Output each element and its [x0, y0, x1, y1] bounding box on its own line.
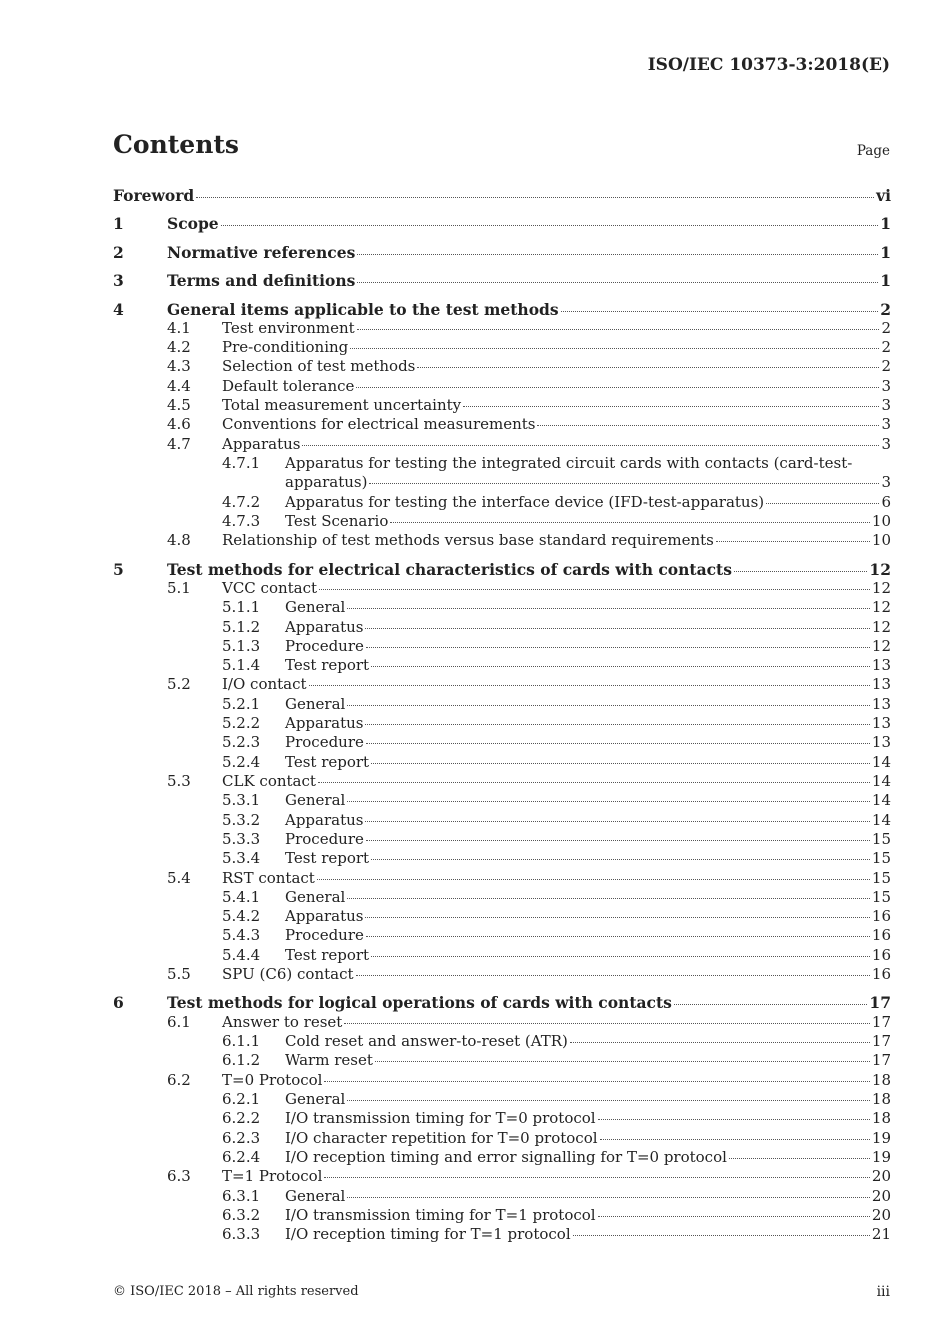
toc-entry[interactable]	[113, 598, 891, 617]
toc-entry-page: 16	[871, 946, 891, 964]
toc-entry-title: VCC contact	[222, 579, 318, 597]
toc-entry-page: 3	[881, 415, 891, 433]
toc-entry-title: SPU (C6) contact	[222, 965, 354, 983]
toc-entry-number: 6.2.1	[222, 1090, 261, 1108]
toc-entry-title: Test report	[285, 946, 370, 964]
toc-entry-page: 19	[871, 1129, 891, 1147]
toc-entry[interactable]	[113, 243, 891, 262]
toc-entry[interactable]	[113, 733, 891, 752]
toc-entry-title: Normative references	[167, 243, 356, 262]
toc-entry-title: Test environment	[222, 319, 355, 337]
toc-entry-page: 17	[871, 1051, 891, 1069]
toc-entry-title: I/O transmission timing for T=1 protocol	[285, 1206, 596, 1224]
toc-entry-page: 6	[881, 493, 891, 511]
toc-entry-title: Procedure	[285, 733, 364, 751]
dot-leader	[371, 751, 870, 764]
toc-entry-title: RST contact	[222, 869, 315, 887]
dot-leader	[318, 770, 870, 783]
toc-entry-number: 4.5	[167, 396, 191, 414]
toc-entry-title: I/O reception timing and error signalling for T=0 protocol	[285, 1148, 727, 1166]
toc-entry-page: 1	[880, 271, 891, 290]
toc-entry-number: 5.4.3	[222, 926, 261, 944]
toc-entry-number: 1	[113, 214, 124, 233]
toc-entry-page: 13	[871, 733, 891, 751]
dot-leader	[570, 1030, 870, 1043]
toc-entry-number: 4.4	[167, 377, 191, 395]
dot-leader	[371, 654, 870, 667]
toc-entry[interactable]	[113, 531, 891, 550]
toc-entry-page: 15	[871, 849, 891, 867]
toc-entry-number: 5.1	[167, 579, 191, 597]
toc-entry-number: 4.7.3	[222, 512, 261, 530]
toc-entry-title: Selection of test methods	[222, 357, 416, 375]
toc-entry-number: 4.2	[167, 338, 191, 356]
toc-entry-number: 6.1.2	[222, 1051, 261, 1069]
toc-entry-title: General	[285, 888, 346, 906]
toc-entry-page: 1	[880, 243, 891, 262]
toc-entry-title: CLK contact	[222, 772, 316, 790]
toc-entry-page: 13	[871, 714, 891, 732]
page-title: Contents	[113, 130, 240, 159]
toc-entry-title: Scope	[167, 214, 219, 233]
toc-entry-page: 14	[871, 811, 891, 829]
dot-leader	[598, 1107, 870, 1120]
dot-leader	[221, 213, 879, 226]
toc-entry-title: Apparatus for testing the interface device (IFD-test-apparatus)	[285, 493, 765, 511]
toc-entry-page: 15	[871, 830, 891, 848]
toc-entry-number: 6.2.2	[222, 1109, 261, 1127]
toc-entry-title: Foreword	[113, 186, 195, 205]
toc-entry-page: 13	[871, 675, 891, 693]
toc-entry-title: Default tolerance	[222, 377, 355, 395]
dot-leader	[463, 394, 879, 407]
toc-entry-number: 6.3.1	[222, 1187, 261, 1205]
toc-entry-number: 5.1.1	[222, 598, 261, 616]
toc-entry-number: 5.2.4	[222, 753, 261, 771]
toc-entry-number: 5.4.1	[222, 888, 261, 906]
toc-entry-number: 6.3	[167, 1167, 191, 1185]
dot-leader	[365, 905, 869, 918]
toc-entry-page: 3	[881, 435, 891, 453]
toc-entry-title: Test report	[285, 753, 370, 771]
toc-entry-page: 20	[871, 1206, 891, 1224]
toc-entry-title: apparatus)	[285, 473, 368, 491]
toc-entry-page: 20	[871, 1187, 891, 1205]
toc-entry[interactable]	[113, 675, 891, 694]
toc-entry-page: 12	[871, 618, 891, 636]
dot-leader	[317, 867, 870, 880]
dot-leader	[366, 924, 870, 937]
toc-entry-page: 14	[871, 791, 891, 809]
dot-leader	[598, 1204, 870, 1217]
toc-entry-page: 15	[871, 888, 891, 906]
dot-leader	[674, 992, 868, 1005]
toc-entry-title: Total measurement uncertainty	[222, 396, 462, 414]
toc-entry[interactable]	[113, 435, 891, 454]
toc-entry[interactable]	[113, 1225, 891, 1244]
dot-leader	[347, 886, 870, 899]
toc-entry-number: 5.5	[167, 965, 191, 983]
toc-entry-number: 6.3.2	[222, 1206, 261, 1224]
toc-entry-number: 5.3.3	[222, 830, 261, 848]
toc-entry-title: I/O transmission timing for T=0 protocol	[285, 1109, 596, 1127]
toc-entry[interactable]	[113, 965, 891, 984]
toc-entry[interactable]	[113, 415, 891, 434]
toc-entry-title: I/O character repetition for T=0 protocol	[285, 1129, 598, 1147]
toc-entry-number: 6.1	[167, 1013, 191, 1031]
dot-leader	[347, 1088, 870, 1101]
dot-leader	[309, 673, 870, 686]
toc-entry-number: 6.2.3	[222, 1129, 261, 1147]
dot-leader	[357, 317, 880, 330]
toc-entry-title: Apparatus for testing the integrated circuit cards with contacts (card-test-	[285, 454, 853, 472]
toc-entry-title: T=1 Protocol	[222, 1167, 323, 1185]
dot-leader	[324, 1069, 869, 1082]
toc-entry[interactable]	[113, 849, 891, 868]
toc-entry-page: 14	[871, 753, 891, 771]
dot-leader	[324, 1165, 869, 1178]
dot-leader	[366, 731, 870, 744]
toc-entry-number: 5.3	[167, 772, 191, 790]
toc-entry-page: 18	[871, 1090, 891, 1108]
toc-entry-title: Test methods for electrical characteristics of cards with contacts	[167, 560, 732, 579]
toc-entry-number: 4.1	[167, 319, 191, 337]
toc-entry-page: 15	[871, 869, 891, 887]
toc-entry-page: 18	[871, 1109, 891, 1127]
toc-entry-number: 5.1.4	[222, 656, 261, 674]
dot-leader	[319, 577, 870, 590]
toc-entry[interactable]	[113, 186, 891, 205]
toc-entry-page: 10	[871, 531, 891, 549]
toc-entry-title: I/O reception timing for T=1 protocol	[285, 1225, 571, 1243]
toc-entry-number: 3	[113, 271, 124, 290]
toc-entry-number: 5.4.4	[222, 946, 261, 964]
toc-entry[interactable]	[113, 1051, 891, 1070]
toc-entry[interactable]	[113, 926, 891, 945]
toc-entry-page: 17	[869, 993, 891, 1012]
toc-entry-page: 10	[871, 512, 891, 530]
toc-entry-title: Procedure	[285, 830, 364, 848]
toc-entry-page: 16	[871, 907, 891, 925]
toc-entry[interactable]	[113, 357, 891, 376]
dot-leader	[766, 491, 879, 504]
toc-entry-number: 5	[113, 560, 124, 579]
toc-entry-title: Terms and definitions	[167, 271, 356, 290]
dot-leader	[375, 1049, 870, 1062]
toc-entry-number: 4.8	[167, 531, 191, 549]
dot-leader	[356, 375, 879, 388]
page-column-label: Page	[856, 143, 890, 159]
toc-entry-number: 5.2	[167, 675, 191, 693]
toc-entry-page: 19	[871, 1148, 891, 1166]
toc-entry-number: 4.7.1	[222, 454, 261, 472]
toc-entry-number: 5.2.2	[222, 714, 261, 732]
copyright-notice: © ISO/IEC 2018 – All rights reserved	[113, 1284, 359, 1299]
toc-entry[interactable]	[113, 1109, 891, 1128]
toc-entry-number: 6.2.4	[222, 1148, 261, 1166]
toc-entry-number: 4.7.2	[222, 493, 261, 511]
toc-entry-page: 17	[871, 1032, 891, 1050]
dot-leader	[365, 616, 869, 629]
toc-entry-title: General	[285, 695, 346, 713]
toc-entry-number: 6.2	[167, 1071, 191, 1089]
dot-leader	[356, 963, 870, 976]
toc-entry-title: Warm reset	[285, 1051, 373, 1069]
dot-leader	[573, 1223, 870, 1236]
dot-leader	[366, 635, 870, 648]
dot-leader	[417, 355, 879, 368]
dot-leader	[344, 1011, 870, 1024]
toc-entry-title: Pre-conditioning	[222, 338, 349, 356]
toc-entry-title: T=0 Protocol	[222, 1071, 323, 1089]
toc-entry-number: 5.3.2	[222, 811, 261, 829]
toc-entry-page: 12	[871, 637, 891, 655]
toc-entry[interactable]	[113, 791, 891, 810]
toc-entry-number: 6.3.3	[222, 1225, 261, 1243]
toc-entry-title: General	[285, 1187, 346, 1205]
toc-entry-page: 3	[881, 377, 891, 395]
toc-entry-page: 2	[881, 338, 891, 356]
toc-entry-title: Test report	[285, 656, 370, 674]
toc-entry-number: 5.1.3	[222, 637, 261, 655]
toc-entry-page: 1	[880, 214, 891, 233]
toc-entry-page: 20	[871, 1167, 891, 1185]
toc-entry-title: Cold reset and answer-to-reset (ATR)	[285, 1032, 568, 1050]
dot-leader	[302, 433, 879, 446]
toc-entry-title: Procedure	[285, 926, 364, 944]
toc-entry-page: 14	[871, 772, 891, 790]
toc-entry-number: 5.4.2	[222, 907, 261, 925]
dot-leader	[365, 712, 869, 725]
toc-entry-page: 17	[871, 1013, 891, 1031]
dot-leader	[350, 336, 879, 349]
toc-entry-page: 13	[871, 656, 891, 674]
toc-entry[interactable]	[113, 993, 891, 1012]
toc-entry-page: 18	[871, 1071, 891, 1089]
toc-entry-number: 4.6	[167, 415, 191, 433]
toc-entry-number: 5.1.2	[222, 618, 261, 636]
toc-entry[interactable]	[113, 214, 891, 233]
dot-leader	[600, 1127, 870, 1140]
toc-entry-title: Conventions for electrical measurements	[222, 415, 536, 433]
toc-entry-title: Apparatus	[285, 714, 364, 732]
toc-entry-number: 5.3.1	[222, 791, 261, 809]
dot-leader	[561, 299, 879, 312]
toc-entry-title: Test Scenario	[285, 512, 389, 530]
toc-entry-page: 2	[881, 357, 891, 375]
toc-entry-number: 2	[113, 243, 124, 262]
toc-entry-page: 12	[871, 579, 891, 597]
toc-entry-number: 5.3.4	[222, 849, 261, 867]
document-id: ISO/IEC 10373-3:2018(E)	[647, 55, 890, 75]
dot-leader	[371, 944, 870, 957]
dot-leader	[365, 809, 869, 822]
dot-leader	[357, 242, 878, 255]
dot-leader	[716, 529, 870, 542]
toc-entry-title: Apparatus	[285, 811, 364, 829]
dot-leader	[390, 510, 870, 523]
toc-entry-title: Procedure	[285, 637, 364, 655]
dot-leader	[347, 693, 870, 706]
toc-entry-page: 2	[880, 300, 891, 319]
dot-leader	[729, 1146, 870, 1159]
toc-entry[interactable]	[113, 1167, 891, 1186]
toc-entry-page: 12	[869, 560, 891, 579]
dot-leader	[347, 1185, 870, 1198]
toc-entry-number: 5.4	[167, 869, 191, 887]
toc-entry-number: 5.2.1	[222, 695, 261, 713]
toc-entry[interactable]	[113, 271, 891, 290]
dot-leader	[537, 413, 879, 426]
toc-entry-number: 4	[113, 300, 124, 319]
page-number: iii	[876, 1284, 890, 1300]
dot-leader	[196, 185, 874, 198]
toc-entry-number: 4.7	[167, 435, 191, 453]
toc-entry-number: 5.2.3	[222, 733, 261, 751]
dot-leader	[734, 559, 867, 572]
toc-entry-title: Relationship of test methods versus base standard requirements	[222, 531, 714, 549]
toc-entry-page: 21	[871, 1225, 891, 1243]
toc-entry-page: 3	[881, 396, 891, 414]
toc-entry-title: General	[285, 1090, 346, 1108]
dot-leader	[347, 789, 870, 802]
dot-leader	[347, 596, 870, 609]
dot-leader	[371, 847, 870, 860]
toc-entry-number: 6	[113, 993, 124, 1012]
toc-entry-page: 16	[871, 965, 891, 983]
toc-entry-page: 12	[871, 598, 891, 616]
toc-entry-title: General	[285, 791, 346, 809]
toc-entry[interactable]	[113, 473, 891, 492]
toc-entry-page: 13	[871, 695, 891, 713]
toc-entry-title: I/O contact	[222, 675, 307, 693]
toc-entry-title: Answer to reset	[222, 1013, 343, 1031]
toc-entry-page: 3	[881, 473, 891, 491]
toc-entry-title: General items applicable to the test methods	[167, 300, 559, 319]
toc-entry-page: 2	[881, 319, 891, 337]
dot-leader	[357, 270, 878, 283]
toc-entry-number: 6.1.1	[222, 1032, 261, 1050]
toc-entry-title: Apparatus	[285, 618, 364, 636]
toc-entry-title: General	[285, 598, 346, 616]
dot-leader	[366, 828, 870, 841]
toc-entry-title: Test report	[285, 849, 370, 867]
toc-entry-title: Apparatus	[222, 435, 301, 453]
toc-entry-page: 16	[871, 926, 891, 944]
toc-entry-page: vi	[876, 186, 891, 205]
toc-entry-title: Test methods for logical operations of cards with contacts	[167, 993, 672, 1012]
toc-entry-number: 4.3	[167, 357, 191, 375]
dot-leader	[369, 471, 879, 484]
toc-entry-title: Apparatus	[285, 907, 364, 925]
